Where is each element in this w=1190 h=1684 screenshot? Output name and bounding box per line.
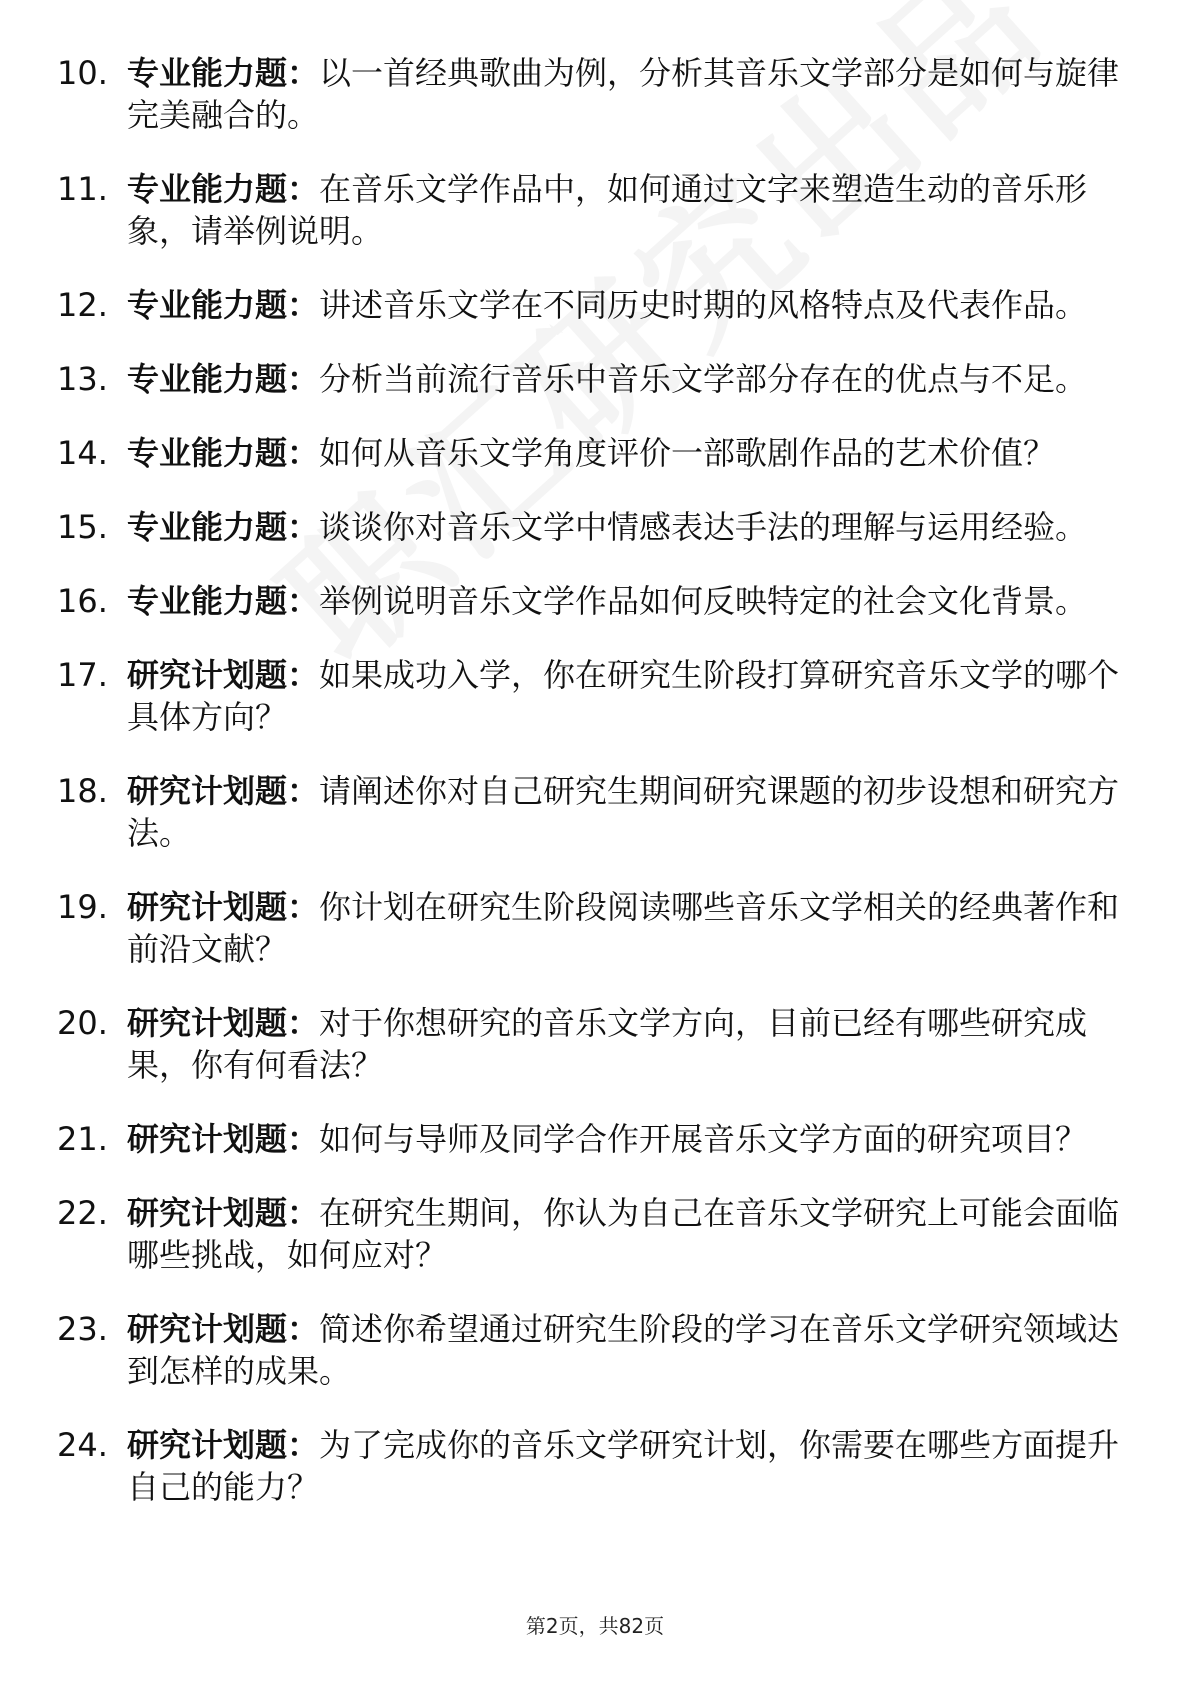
question-category: 专业能力题： — [127, 54, 320, 92]
question-text: 谈谈你对音乐文学中情感表达手法的理解与运用经验。 — [319, 508, 1088, 546]
question-number: 19. — [57, 888, 108, 926]
question-text: 为了完成你的音乐文学研究计划，你需要在哪些方面提升自己的能力？ — [127, 1426, 1120, 1506]
question-text: 如果成功入学，你在研究生阶段打算研究音乐文学的哪个具体方向？ — [127, 656, 1120, 736]
question-category: 研究计划题： — [127, 1426, 320, 1464]
question-text: 以一首经典歌曲为例，分析其音乐文学部分是如何与旋律完美融合的。 — [127, 54, 1120, 134]
question-number: 17. — [57, 656, 108, 694]
question-item — [57, 1002, 1137, 1086]
question-text: 分析当前流行音乐中音乐文学部分存在的优点与不足。 — [319, 360, 1088, 398]
question-category: 专业能力题： — [127, 582, 320, 620]
question-text: 如何与导师及同学合作开展音乐文学方面的研究项目？ — [319, 1120, 1088, 1158]
question-text: 在音乐文学作品中，如何通过文字来塑造生动的音乐形象，请举例说明。 — [127, 170, 1088, 250]
question-category: 研究计划题： — [127, 656, 320, 694]
question-number: 24. — [57, 1426, 108, 1464]
question-item — [57, 358, 1137, 400]
question-category: 研究计划题： — [127, 1004, 320, 1042]
question-number: 11. — [57, 170, 108, 208]
question-item — [57, 52, 1137, 136]
question-number: 22. — [57, 1194, 108, 1232]
question-category: 专业能力题： — [127, 286, 320, 324]
question-text: 对于你想研究的音乐文学方向，目前已经有哪些研究成果，你有何看法？ — [127, 1004, 1088, 1084]
question-number: 18. — [57, 772, 108, 810]
question-item — [57, 432, 1137, 474]
question-item — [57, 1192, 1137, 1276]
question-number: 12. — [57, 286, 108, 324]
question-number: 21. — [57, 1120, 108, 1158]
question-category: 研究计划题： — [127, 1120, 320, 1158]
question-item — [57, 654, 1137, 738]
question-category: 研究计划题： — [127, 1310, 320, 1348]
question-item — [57, 168, 1137, 252]
question-item — [57, 1118, 1137, 1160]
question-item — [57, 506, 1137, 548]
question-text: 简述你希望通过研究生阶段的学习在音乐文学研究领域达到怎样的成果。 — [127, 1310, 1120, 1390]
question-item — [57, 886, 1137, 970]
question-number: 20. — [57, 1004, 108, 1042]
page-number-label: 第2页，共82页 — [525, 1614, 665, 1638]
question-category: 专业能力题： — [127, 360, 320, 398]
question-category: 专业能力题： — [127, 434, 320, 472]
question-number: 14. — [57, 434, 108, 472]
question-number: 13. — [57, 360, 108, 398]
question-number: 16. — [57, 582, 108, 620]
question-text: 举例说明音乐文学作品如何反映特定的社会文化背景。 — [319, 582, 1088, 620]
question-number: 23. — [57, 1310, 108, 1348]
question-category: 专业能力题： — [127, 508, 320, 546]
question-text: 在研究生期间，你认为自己在音乐文学研究上可能会面临哪些挑战，如何应对？ — [127, 1194, 1120, 1274]
question-list — [57, 52, 1137, 1540]
question-category: 研究计划题： — [127, 888, 320, 926]
question-category: 研究计划题： — [127, 772, 320, 810]
question-category: 研究计划题： — [127, 1194, 320, 1232]
question-number: 15. — [57, 508, 108, 546]
question-item — [57, 580, 1137, 622]
question-text: 如何从音乐文学角度评价一部歌剧作品的艺术价值？ — [319, 434, 1056, 472]
question-text: 请阐述你对自己研究生期间研究课题的初步设想和研究方法。 — [127, 772, 1120, 852]
question-text: 你计划在研究生阶段阅读哪些音乐文学相关的经典著作和前沿文献？ — [127, 888, 1120, 968]
page-footer — [0, 1610, 1190, 1639]
question-item — [57, 284, 1137, 326]
question-category: 专业能力题： — [127, 170, 320, 208]
question-text: 讲述音乐文学在不同历史时期的风格特点及代表作品。 — [319, 286, 1088, 324]
question-item — [57, 1308, 1137, 1392]
question-item — [57, 1424, 1137, 1508]
question-item — [57, 770, 1137, 854]
question-number: 10. — [57, 54, 108, 92]
